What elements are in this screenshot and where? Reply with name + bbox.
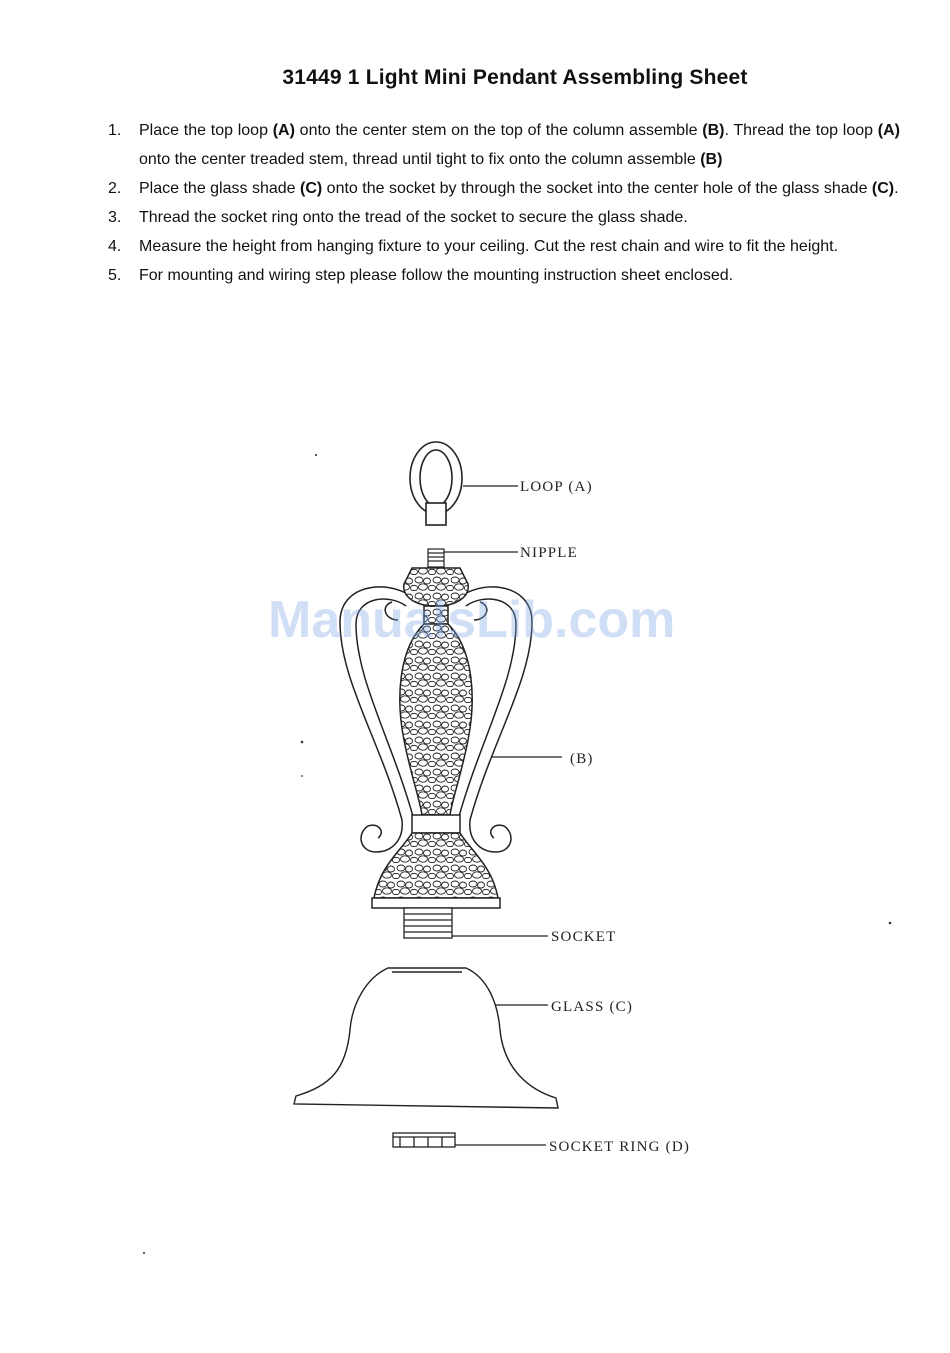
step-text: . Thread the top loop <box>724 122 878 139</box>
label-loop: LOOP (A) <box>520 479 593 495</box>
step-text: Thread the socket ring onto the tread of the socket to secure the glass shade. <box>139 209 688 226</box>
step-text: . <box>894 180 899 197</box>
part-ref: (B) <box>702 122 725 139</box>
step-text: Place the glass shade <box>139 180 300 197</box>
step-text: onto the socket by through the socket into the center hole of the glass shade <box>322 180 872 197</box>
socket-part <box>404 908 452 938</box>
step-number: 3. <box>108 209 122 226</box>
label-glass: GLASS (C) <box>551 999 634 1015</box>
part-ref: (C) <box>871 180 895 197</box>
part-ref: (B) <box>700 151 723 168</box>
glass-shade-part <box>294 968 558 1108</box>
part-ref: (A) <box>877 122 900 139</box>
step-text: Place the top loop <box>139 122 273 139</box>
step-number: 1. <box>108 122 122 139</box>
page-title: 31449 1 Light Mini Pendant Assembling Sheet <box>282 66 748 89</box>
part-ref: (C) <box>300 180 323 197</box>
part-ref: (A) <box>272 122 295 139</box>
step-text: Measure the height from hanging fixture to your ceiling. Cut the rest chain and wire to fit the height. <box>139 238 839 255</box>
step-number: 2. <box>108 180 122 197</box>
scan-specks <box>143 454 891 1254</box>
nipple-part <box>428 549 444 567</box>
label-column: (B) <box>570 751 594 767</box>
label-nipple: NIPPLE <box>520 545 579 561</box>
step-number: 5. <box>108 267 122 284</box>
step-text: For mounting and wiring step please follow the mounting instruction sheet enclosed. <box>139 267 734 284</box>
label-socket-ring: SOCKET RING (D) <box>549 1139 691 1155</box>
socket-ring-part <box>393 1133 455 1147</box>
loop-part <box>410 442 462 525</box>
label-socket: SOCKET <box>551 929 617 945</box>
step-text: onto the center stem on the top of the column assemble <box>294 122 703 139</box>
watermark: ManualsLib.com <box>268 591 676 649</box>
step-text: onto the center treaded stem, thread until tight to fix onto the column assemble <box>139 151 701 168</box>
step-number: 4. <box>108 238 122 255</box>
